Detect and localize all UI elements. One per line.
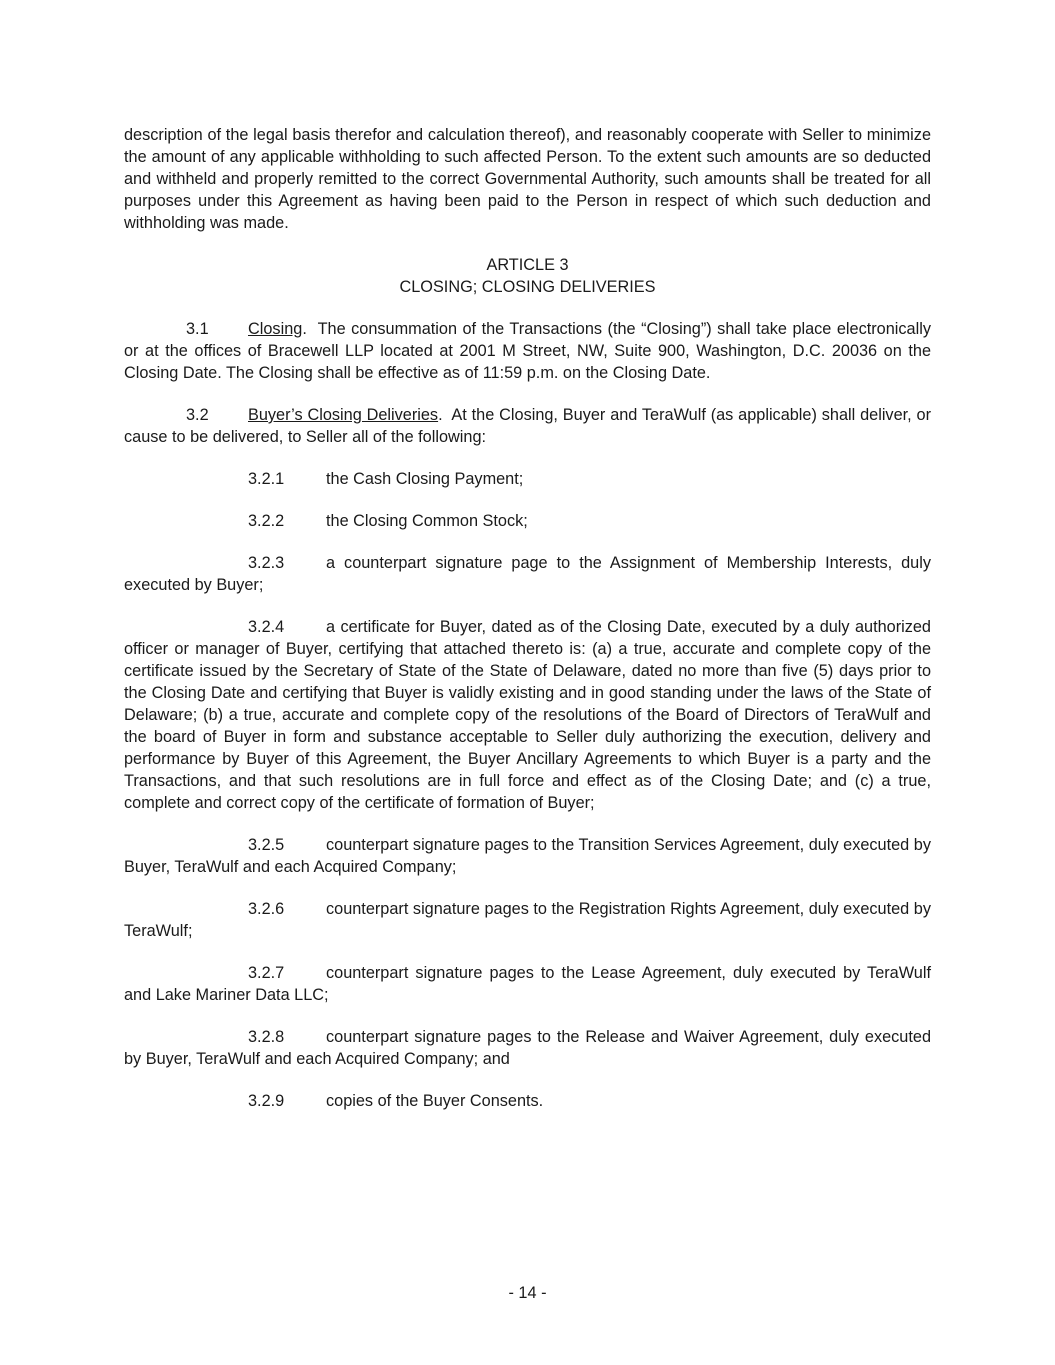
list-item (124, 1026, 931, 1070)
list-item (124, 962, 931, 1006)
section-text: The consummation of the Transactions (the “Closing”) shall take place electronically or at the offices of Bracewell LLP located at 2001 M Street, NW, Suite 900, Washington, D.C. 20036 on the Closing Date. The Closing shall be effective as of 11:59 p.m. on the Closing Date. (124, 320, 931, 382)
item-text: the Closing Common Stock; (326, 512, 528, 530)
list-item (124, 834, 931, 878)
item-number: 3.2.1 (248, 470, 285, 488)
item-number: 3.2.2 (248, 512, 285, 530)
section-number: 3.1 (186, 320, 209, 338)
article-number: ARTICLE 3 (486, 256, 569, 274)
document-page (124, 124, 931, 1132)
item-number: 3.2.4 (248, 618, 285, 636)
item-text: a certificate for Buyer, dated as of the Closing Date, executed by a duly authorized officer or manager of Buyer, certifying that attached thereto is: (a) a true, accurate and complete copy of the certificate issued by the Secretary of State of the State of Delaware, dated no more than five (5) days prior to the Closing Date and certifying that Buyer is validly existing and in good standing under the laws of the State of Delaware; (b) a true, accurate and complete copy of the resolutions of the Board of Directors of TeraWulf and the board of Buyer in form and substance acceptable to Seller duly authorizing the execution, delivery and performance by Buyer of this Agreement, the Buyer Ancillary Agreements to which Buyer is a party and the Transactions, and that such resolutions are in full force and effect as of the Closing Date; and (c) a true, complete and correct copy of the certificate of formation of Buyer; (124, 618, 931, 812)
item-text: counterpart signature pages to the Lease Agreement, duly executed by TeraWulf and Lake Mariner Data LLC; (124, 964, 931, 1004)
item-text: the Cash Closing Payment; (326, 470, 524, 488)
intro-paragraph: description of the legal basis therefor and calculation thereof), and reasonably cooperate with Seller to minimize the amount of any applicable withholding to such affected Person. To the extent such amounts are so deducted and withheld and properly remitted to the correct Governmental Authority, such amounts shall be treated for all purposes under this Agreement as having been paid to the Person in respect of which such deduction and withholding was made. (124, 126, 931, 232)
article-title: CLOSING; CLOSING DELIVERIES (399, 278, 656, 296)
item-number: 3.2.6 (248, 900, 285, 918)
list-item (124, 468, 931, 490)
list-item (124, 552, 931, 596)
item-number: 3.2.5 (248, 836, 285, 854)
item-number: 3.2.7 (248, 964, 285, 982)
article-heading (124, 254, 931, 298)
item-number: 3.2.8 (248, 1028, 285, 1046)
item-number: 3.2.9 (248, 1092, 285, 1110)
page-number: - 14 - (508, 1284, 547, 1302)
list-item (124, 510, 931, 532)
item-text: a counterpart signature page to the Assignment of Membership Interests, duly executed by Buyer; (124, 554, 931, 594)
section-3-2 (124, 404, 931, 448)
section-heading: Buyer’s Closing Deliveries (248, 406, 439, 424)
section-text: At the Closing, Buyer and TeraWulf (as applicable) shall deliver, or cause to be delivered, to Seller all of the following: (124, 406, 932, 446)
list-item (124, 898, 931, 942)
item-text: counterpart signature pages to the Release and Waiver Agreement, duly executed by Buyer, TeraWulf and each Acquired Company; and (124, 1028, 931, 1068)
item-text: counterpart signature pages to the Transition Services Agreement, duly executed by Buyer, TeraWulf and each Acquired Company; (124, 836, 931, 876)
section-heading-period: . (438, 406, 443, 424)
list-item (124, 616, 931, 814)
item-text: counterpart signature pages to the Registration Rights Agreement, duly executed by TeraWulf; (124, 900, 931, 940)
item-text: copies of the Buyer Consents. (326, 1092, 544, 1110)
section-3-1 (124, 318, 931, 384)
section-number: 3.2 (186, 406, 209, 424)
section-heading: Closing (248, 320, 303, 338)
list-item (124, 1090, 931, 1112)
item-number: 3.2.3 (248, 554, 285, 572)
section-heading-period: . (302, 320, 307, 338)
